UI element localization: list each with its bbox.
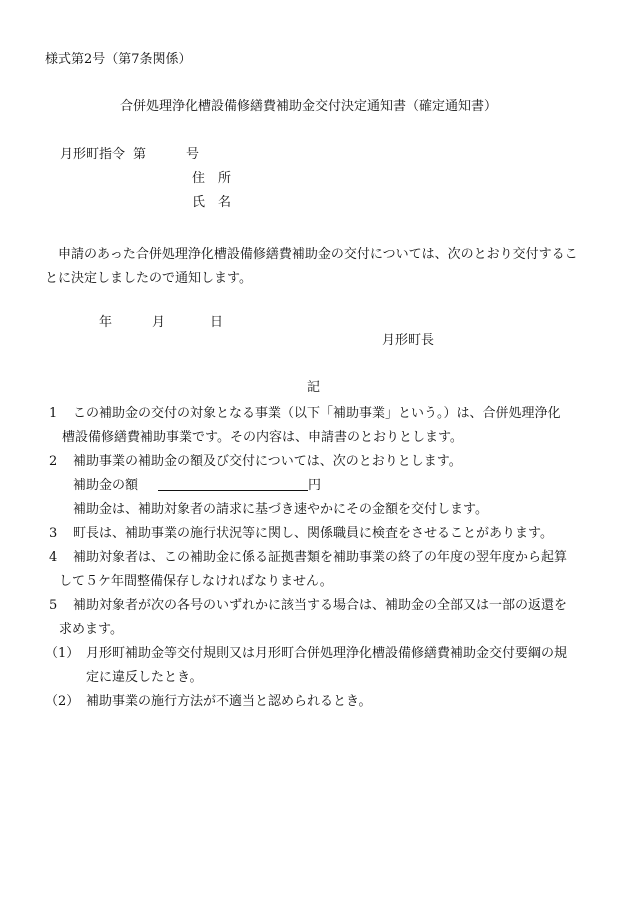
item-4-line1: 補助対象者は、この補助金に係る証拠書類を補助事業の終了の年度の翌年度から起算 xyxy=(73,550,568,565)
item-5-line1: 補助対象者が次の各号のいずれかに該当する場合は、補助金の全部又は一部の返還を xyxy=(73,598,568,613)
subitem-2-number: （2） xyxy=(45,694,80,709)
amount-blank-line xyxy=(158,476,308,491)
form-number: 様式第2号（第7条関係） xyxy=(45,52,192,67)
item-1-line1: この補助金の交付の対象となる事業（以下「補助事業」という。）は、合併処理浄化 xyxy=(73,406,561,421)
item-2-line1: 補助事業の補助金の額及び交付については、次のとおりとします。 xyxy=(73,454,462,469)
item-3-number: 3 xyxy=(49,526,58,541)
ki-heading: 記 xyxy=(307,380,321,395)
item-3-line1: 町長は、補助事業の施行状況等に関し、関係職員に検査をさせることがあります。 xyxy=(73,526,553,541)
item-4-line2: して５ケ年間整備保存しなければなりません。 xyxy=(59,574,333,589)
item-5-line2: 求めます。 xyxy=(59,622,123,637)
issuer: 月形町長 xyxy=(382,333,435,348)
subitem-1-number: （1） xyxy=(45,646,80,661)
amount-label: 補助金の額 xyxy=(73,478,139,493)
amount-unit: 円 xyxy=(308,478,322,493)
subitem-2-line1: 補助事業の施行方法が不適当と認められるとき。 xyxy=(86,694,372,709)
item-5-number: 5 xyxy=(49,598,58,613)
reference-go: 号 xyxy=(186,147,200,162)
name-label: 氏 名 xyxy=(192,195,232,210)
item-4-number: 4 xyxy=(49,550,58,565)
document-title: 合併処理浄化槽設備修繕費補助金交付決定通知書（確定通知書） xyxy=(120,99,498,114)
date-month: 月 xyxy=(152,315,166,330)
reference-number-line xyxy=(60,147,199,163)
subitem-1-line1: 月形町補助金等交付規則又は月形町合併処理浄化槽設備修繕費補助金交付要綱の規 xyxy=(86,646,568,661)
item-1-line2: 槽設備修繕費補助事業です。その内容は、申請書のとおりとします。 xyxy=(62,430,463,445)
amount-row xyxy=(73,474,321,498)
subitem-1-line2: 定に違反したとき。 xyxy=(86,670,203,685)
date-year: 年 xyxy=(99,315,113,330)
address-label: 住 所 xyxy=(192,171,232,186)
reference-dai: 第 xyxy=(133,147,147,162)
date-day: 日 xyxy=(210,315,224,330)
date-line xyxy=(99,315,223,331)
item-1-number: 1 xyxy=(49,406,58,421)
reference-prefix: 月形町指令 xyxy=(60,147,126,162)
payment-note: 補助金は、補助対象者の請求に基づき速やかにその金額を交付します。 xyxy=(73,502,488,517)
notice-body: 申請のあった合併処理浄化槽設備修繕費補助金の交付については、次のとおり交付することに決定しましたので通知します。 xyxy=(45,247,578,286)
item-2-number: 2 xyxy=(49,454,58,469)
